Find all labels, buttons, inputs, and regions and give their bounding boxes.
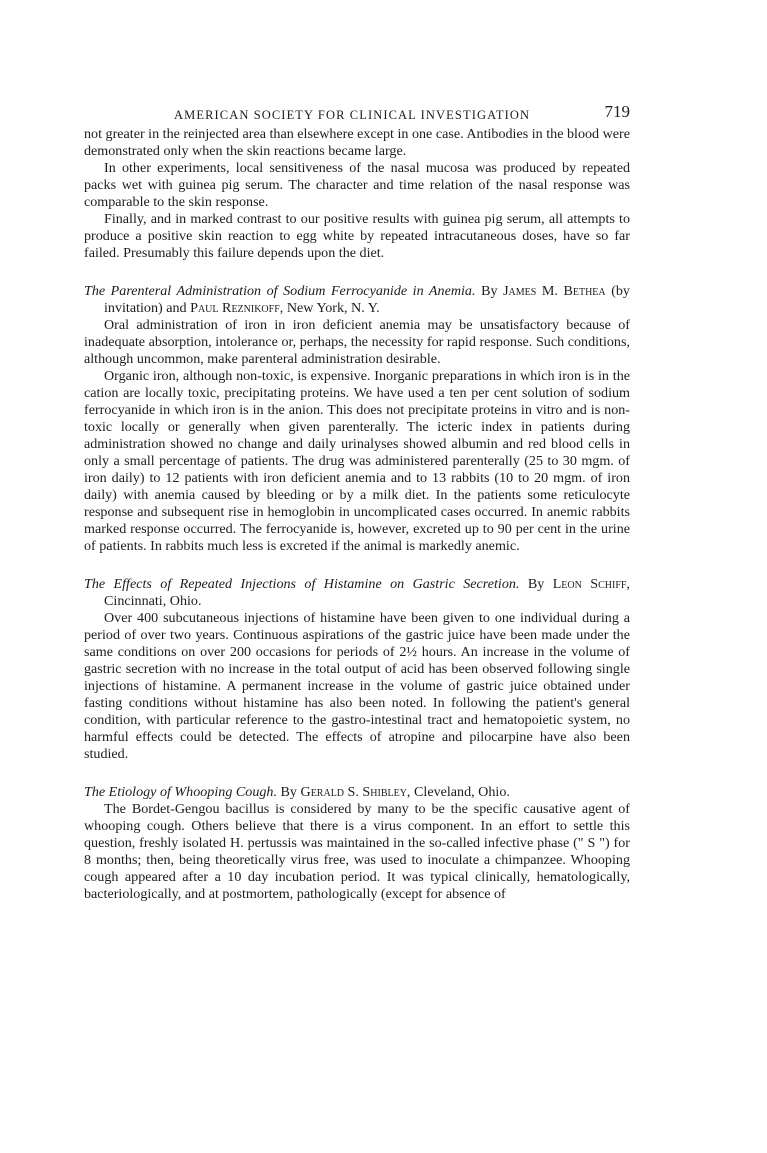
abstract-histamine bbox=[84, 576, 630, 763]
abstract-title: The Etiology of Whooping Cough. bbox=[84, 784, 277, 800]
page-number: 719 bbox=[604, 102, 630, 121]
journal-title: AMERICAN SOCIETY FOR CLINICAL INVESTIGATION bbox=[174, 108, 531, 122]
author-name: Paul Reznikoff, bbox=[190, 300, 284, 316]
by-label: By bbox=[280, 784, 297, 800]
paragraph: not greater in the reinjected area than elsewhere except in one case. Antibodies in the blood were demonstrated only when the skin reactions became large. bbox=[84, 126, 630, 159]
author-name: Leon Schiff, bbox=[552, 576, 630, 592]
paragraph: Over 400 subcutaneous injections of histamine have been given to one individual during a period of over two years. Continuous aspirations of the gastric juice have been made under the same conditions on over 200 occasions for periods of 2½ hours. An increase in the volume of gastric secretion with no increase in the total output of acid has been observed following single injections of histamine. A permanent increase in the volume of gastric juice obtained under fasting conditions without histamine has also been noted. In following the patient's general condition, with particular reference to the gastro-intestinal tract and hematopoietic system, no harmful effects could be detected. The effects of atropine and pilocarpine have also been studied. bbox=[84, 610, 630, 762]
paragraph: In other experiments, local sensitiveness of the nasal mucosa was produced by repeated packs wet with guinea pig serum. The character and time relation of the nasal response was comparable to the skin response. bbox=[84, 160, 630, 210]
abstract-sodium-ferrocyanide bbox=[84, 283, 630, 555]
abstract-whooping-cough bbox=[84, 784, 630, 903]
paragraph: The Bordet-Gengou bacillus is considered by many to be the specific causative agent of whooping cough. Others believe that there is a virus component. In an effort to settle this question, freshly isolated H. pertussis was maintained in the so-called infective phase (" S ") for 8 months; then, being theoretically virus free, was used to inoculate a chimpanzee. Whooping cough appeared after a 10 day incubation period. It was typical clinically, hematologically, bacteriologically, and at postmortem, pathologically (except for absence of bbox=[84, 801, 630, 902]
by-label: By bbox=[481, 283, 498, 299]
journal-page bbox=[84, 100, 630, 903]
by-label: By bbox=[527, 576, 545, 592]
author-location: Cincinnati, Ohio. bbox=[104, 593, 202, 609]
author-location: New York, N. Y. bbox=[286, 300, 380, 316]
author-name: James M. Bethea bbox=[503, 283, 606, 299]
running-head bbox=[84, 100, 630, 124]
author-name: Gerald S. Shibley, bbox=[300, 784, 411, 800]
paragraph: Finally, and in marked contrast to our positive results with guinea pig serum, all attempts to produce a positive skin reaction to egg white by repeated intracutaneous doses, have so far failed. Presumably this failure depends upon the diet. bbox=[84, 211, 630, 261]
abstract-title: The Parenteral Administration of Sodium Ferrocyanide in Anemia. bbox=[84, 283, 476, 299]
author-location: Cleveland, Ohio. bbox=[414, 784, 510, 800]
paragraph: Organic iron, although non-toxic, is expensive. Inorganic preparations in which iron is in the cation are locally toxic, precipitating proteins. We have used a ten per cent solution of sodium ferrocyanide in which iron is in the anion. This does not precipitate proteins in vitro and is non-toxic locally or generally when given parenterally. The icteric index in patients during administration showed no change and daily urinalyses showed albumin and red blood cells in only a small percentage of patients. The drug was administered parenterally (25 to 30 mgm. of iron daily) to 12 patients with iron deficient anemia and to 13 rabbits (10 to 20 mgm. of iron daily) with anemia caused by bleeding or by a milk diet. In the patients some reticulocyte response and subsequent rise in hemoglobin in uncomplicated cases occurred. In anemic rabbits marked response occurred. The ferrocyanide is, however, excreted up to 90 per cent in the urine of patients. In rabbits much less is excreted if the animal is markedly anemic. bbox=[84, 368, 630, 554]
abstract-title: The Effects of Repeated Injections of Histamine on Gastric Secretion. bbox=[84, 576, 520, 592]
continued-abstract bbox=[84, 126, 630, 262]
abstract-heading bbox=[84, 283, 630, 317]
abstract-heading bbox=[84, 576, 630, 610]
paragraph: Oral administration of iron in iron deficient anemia may be unsatisfactory because of inadequate absorption, intolerance or, perhaps, the necessity for rapid response. Such conditions, although uncommon, make parenteral administration desirable. bbox=[84, 317, 630, 367]
author-note: (by invitation) and bbox=[104, 283, 630, 316]
abstract-heading bbox=[84, 784, 630, 801]
